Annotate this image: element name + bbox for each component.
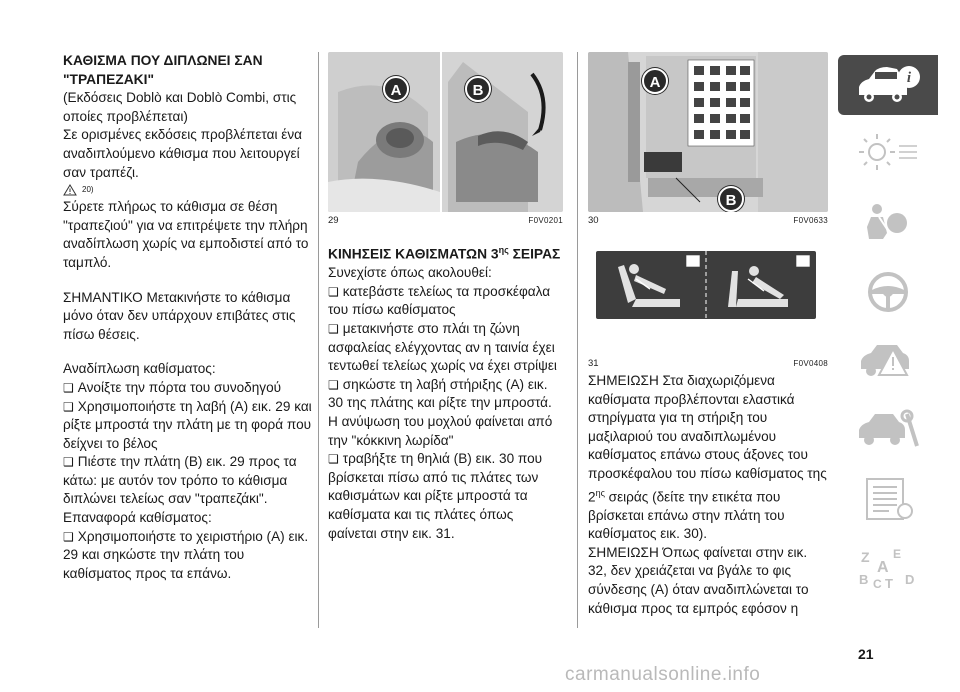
- figure-31: [588, 237, 828, 355]
- seat-folding-sequence-illustration: [588, 237, 828, 355]
- third-row-step-3: ❑ σηκώστε τη λαβή στήριξης (A) εικ. 30 της πλάτης και ρίξτε την μπροστά. Η ανύψωση του μοχλού φαίνεται από την "κόκκινη λωρίδα": [328, 376, 563, 450]
- column-left: [63, 52, 313, 583]
- third-row-intro: Συνεχίστε όπως ακολουθεί:: [328, 265, 492, 281]
- svg-text:T: T: [885, 576, 893, 591]
- fold-step-2: ❑ Χρησιμοποιήστε τη λαβή (A) εικ. 29 και ρίξτε μπροστά την πλάτη με τη φορά που δείχνει το βέλος: [63, 398, 313, 454]
- paragraph-2: Σύρετε πλήρως το κάθισμα σε θέση "τραπεζιού" για να επιτρέψετε την πλήρη αναδίπλωση χωρίς να εμποδιστεί από το ταμπλό.: [63, 199, 309, 270]
- svg-text:B: B: [859, 572, 869, 587]
- watermark: carmanualsonline.info: [565, 664, 761, 685]
- airbag-icon: [853, 199, 923, 247]
- third-row-step-1: ❑ κατεβάστε τελείως τα προσκέφαλα του πίσω καθίσματος: [328, 283, 563, 320]
- figure-code: F0V0201: [528, 216, 563, 225]
- callout-b: B: [718, 186, 744, 212]
- column-divider-2: [577, 52, 578, 628]
- note-2: ΣΗΜΕΙΩΣΗ Όπως φαίνεται στην εικ. 32, δεν χρειάζεται να βγάλε το φις σύνδεσης (A) όταν αναδιπλώνεται το κάθισμα προς τα εμπρός εφόσον η: [588, 544, 809, 616]
- figure-29-caption: [328, 215, 563, 227]
- car-info-icon: [853, 61, 923, 109]
- fold-step-3: ❑ Πιέστε την πλάτη (B) εικ. 29 προς τα κάτω: με αυτόν τον τρόπο το κάθισμα διπλώνει τελείως σαν "τραπεζάκι".: [63, 453, 313, 509]
- intro-text: (Εκδόσεις Doblò και Doblò Combi, στις οποίες προβλέπεται): [63, 90, 297, 124]
- section-heading-folding-seat: ΚΑΘΙΣΜΑ ΠΟΥ ΔΙΠΛΩΝΕΙ ΣΑΝ "ΤΡΑΠΕΖΑΚΙ": [63, 53, 263, 87]
- tab-driving[interactable]: [838, 262, 938, 322]
- restore-title: Επαναφορά καθίσματος:: [63, 510, 212, 526]
- chapter-sidebar: [838, 55, 938, 607]
- tab-safety[interactable]: [838, 193, 938, 253]
- car-service-icon: [853, 406, 923, 454]
- fold-step-1: ❑ Ανοίξτε την πόρτα του συνοδηγού: [63, 379, 313, 398]
- alphabet-index-icon: [853, 544, 923, 592]
- figure-29: [328, 52, 563, 212]
- column-middle: [328, 52, 563, 543]
- third-row-step-2: ❑ μετακινήστε στο πλάι τη ζώνη ασφαλείας ελέγχοντας αν η ταινία έχει τεντωθεί τελείως χωρίς να έχει στρίψει: [328, 320, 563, 376]
- warning-triangle-icon: [853, 337, 923, 385]
- steering-wheel-icon: [853, 268, 923, 316]
- figure-number: 29: [328, 215, 339, 226]
- svg-text:i: i: [906, 70, 912, 86]
- paragraph-important: ΣΗΜΑΝΤΙΚΟ Μετακινήστε το κάθισμα μόνο όταν δεν υπάρχουν επιβάτες στις πίσω θέσεις.: [63, 289, 296, 342]
- tab-technical-data[interactable]: [838, 469, 938, 529]
- specs-list-icon: [853, 475, 923, 523]
- restore-step-1: ❑ Χρησιμοποιήστε το χειριστήριο (A) εικ. 29 και σηκώστε την πλάτη του καθίσματος προς τα επάνω.: [63, 528, 313, 584]
- figure-30-caption: [588, 215, 828, 227]
- page-number: 21: [858, 646, 874, 662]
- tab-emergency[interactable]: [838, 331, 938, 391]
- svg-text:Z: Z: [861, 549, 870, 565]
- svg-text:A: A: [877, 559, 889, 576]
- note-1: ΣΗΜΕΙΩΣΗ Στα διαχωριζόμενα καθίσματα προβλέπονται ελαστικά στηρίγματα για τη στήριξη του μαξιλαριού του αναδιπλωμένου καθίσματος επάνω στους άξονες του προσκέφαλου του πίσω καθίσματος της $2^{\eta\varsigma}$ σειράς (δείτε την ετικέτα που βρίσκεται επάνω στην πλάτη του καθίσματος εικ. 30).: [588, 373, 827, 542]
- callout-b: B: [465, 76, 491, 102]
- warning-triangle-icon: [63, 184, 77, 196]
- svg-text:E: E: [893, 547, 902, 561]
- tab-vehicle-info[interactable]: [838, 55, 938, 115]
- tab-maintenance[interactable]: [838, 400, 938, 460]
- seat-label-illustration: [588, 52, 828, 212]
- seat-lever-illustration: [328, 52, 563, 212]
- paragraph-1: Σε ορισμένες εκδόσεις προβλέπεται ένα αναδιπλούμενο κάθισμα που λειτουργεί σαν τραπέζι.: [63, 127, 302, 180]
- callout-a: A: [383, 76, 409, 102]
- tab-index[interactable]: [838, 538, 938, 598]
- section-heading-third-row: ΚΙΝΗΣΕΙΣ ΚΑΘΙΣΜΑΤΩΝ $3^{\eta\varsigma}$ ΣΕΙΡΑΣ: [328, 245, 561, 262]
- figure-30: [588, 52, 828, 212]
- figure-code: F0V0408: [793, 359, 828, 368]
- fold-title: Αναδίπλωση καθίσματος:: [63, 361, 216, 377]
- warning-ref-number: 20): [82, 185, 94, 195]
- figure-code: F0V0633: [793, 216, 828, 225]
- column-divider-1: [318, 52, 319, 628]
- figure-number: 30: [588, 215, 599, 226]
- column-right: [588, 52, 828, 618]
- tab-dashboard[interactable]: [838, 124, 938, 184]
- svg-text:D: D: [905, 572, 915, 587]
- third-row-step-4: ❑ τραβήξτε τη θηλιά (B) εικ. 30 που βρίσκεται πίσω από τις πλάτες των καθισμάτων και ρίξτε μπροστά τα καθίσματα και τις πλάτες όπως φαίνεται στην εικ. 31.: [328, 450, 563, 543]
- warning-reference: [63, 184, 313, 196]
- svg-text:C: C: [873, 577, 882, 591]
- figure-number: 31: [588, 358, 599, 369]
- dashboard-lights-icon: [853, 130, 923, 178]
- figure-31-caption: [588, 358, 828, 370]
- callout-a: A: [642, 68, 668, 94]
